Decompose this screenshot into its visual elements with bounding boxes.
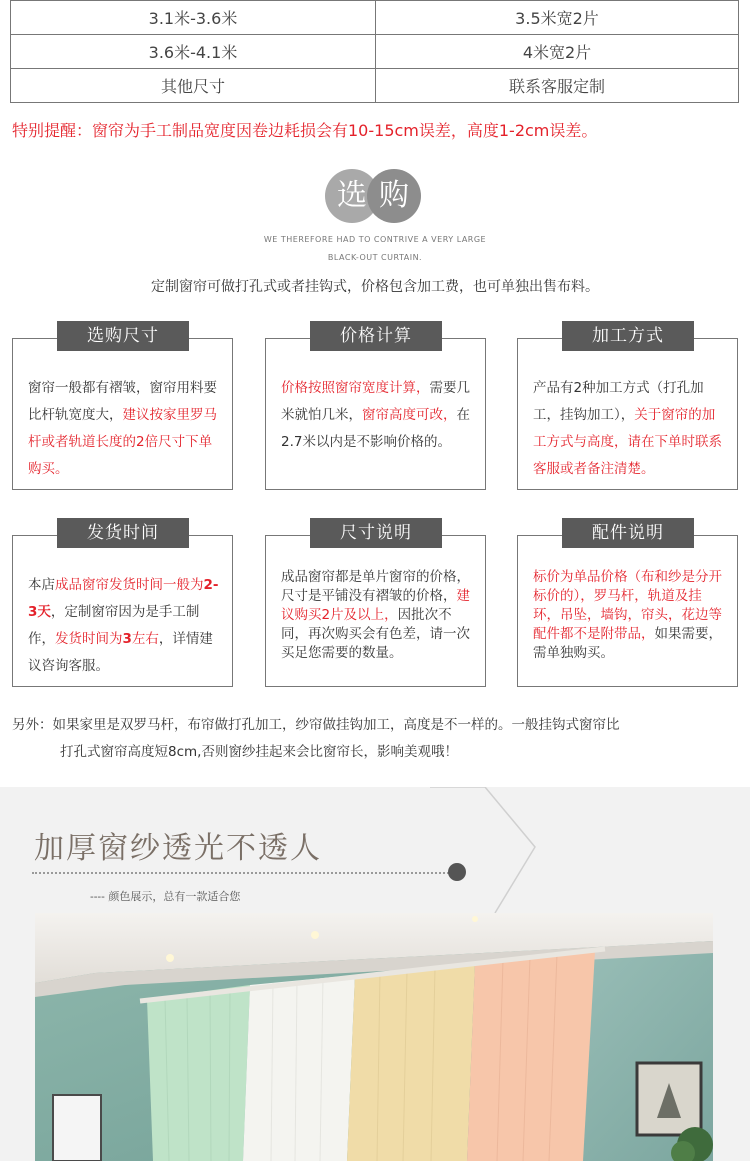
card-text-highlight: 窗帘高度可改， <box>362 407 457 423</box>
card-text-highlight: 建议购买2片及以上， <box>281 588 470 623</box>
card-text: 因批次不同，再次购买会有色差，请一次买足您需要的数量。 <box>281 607 470 661</box>
banner-dotted-line <box>32 872 452 874</box>
special-notice: 特别提醒：窗帘为手工制品宽度因卷边耗损会有10-15cm误差，高度1-2cm误差。 <box>12 121 598 140</box>
card-price-calc <box>265 326 486 490</box>
card-size-info <box>265 523 486 687</box>
card-text-highlight: 成品窗帘发货时间一般为 <box>55 577 204 593</box>
extra-note-line: 打孔式窗帘高度短8cm,否则窗纱挂起来会比窗帘长，影响美观哦！ <box>60 744 458 760</box>
card-text-highlight: 标价为单品价格（布和纱是分开标价的），罗马杆，轨道及挂环，吊坠，墙钩，帘头，花边等配件都不是附带品， <box>533 569 722 642</box>
curtain-photo <box>35 913 713 1161</box>
size-table <box>10 0 739 103</box>
card-purchase-size <box>12 326 233 490</box>
english-subtitle-2: BLACK-OUT CURTAIN. <box>327 253 423 262</box>
card-text-highlight: 价格按照窗帘宽度计算， <box>281 380 430 396</box>
table-cell: 联系客服定制 <box>376 69 739 103</box>
card-body <box>281 568 475 663</box>
english-subtitle-1: WE THEREFORE HAD TO CONTRIVE A VERY LARGE <box>263 235 487 244</box>
card-title: 价格计算 <box>310 321 442 351</box>
card-text: ，详情建议咨询客服。 <box>28 631 213 674</box>
table-row <box>11 69 739 103</box>
card-text-highlight: 发货时间为 <box>55 631 123 647</box>
card-text: 窗帘一般都有褶皱，窗帘用料要比杆轨宽度大， <box>28 380 217 423</box>
table-cell: 3.6米-4.1米 <box>11 35 376 69</box>
card-text-highlight: 左右 <box>131 631 159 647</box>
banner-subtitle: ---- 颜色展示，总有一款适合您 <box>90 890 241 903</box>
card-text-highlight: 关于窗帘的加工方式与高度，请在下单时联系客服或者备注清楚。 <box>533 407 722 477</box>
table-row <box>11 1 739 35</box>
extra-note-line: 另外：如果家里是双罗马杆，布帘做打孔加工，纱帘做挂钩加工，高度是不一样的。一般挂钩式窗帘比 <box>12 717 620 733</box>
card-accessories <box>517 523 738 687</box>
table-row <box>11 35 739 69</box>
card-title: 配件说明 <box>562 518 694 548</box>
card-text: 需要几米就怕几米， <box>281 380 470 423</box>
card-text: ，定制窗帘因为是手工制作， <box>28 604 200 647</box>
card-text: 如果需要，需单独购买。 <box>533 626 722 661</box>
intro-text: 定制窗帘可做打孔式或者挂钩式，价格包含加工费，也可单独出售布料。 <box>151 279 599 295</box>
card-body <box>28 375 222 483</box>
card-text: 本店 <box>28 577 55 593</box>
card-text-highlight: 建议按家里罗马杆或者轨道长度的2倍尺寸下单购买。 <box>28 407 217 477</box>
card-body <box>28 572 222 680</box>
card-text: 在2.7米以内是不影响价格的。 <box>281 407 470 450</box>
card-text-highlight: 2-3天 <box>28 577 219 620</box>
section-badge <box>325 169 421 223</box>
card-title: 选购尺寸 <box>57 321 189 351</box>
card-text-highlight: 3 <box>122 631 132 647</box>
card-body <box>281 375 475 456</box>
banner-dot <box>448 863 466 881</box>
card-processing <box>517 326 738 490</box>
table-cell: 4米宽2片 <box>376 35 739 69</box>
card-body <box>533 568 727 663</box>
card-text: 产品有2种加工方式（打孔加工，挂钩加工）， <box>533 380 704 423</box>
card-title: 发货时间 <box>57 518 189 548</box>
product-banner <box>0 787 750 1161</box>
badge-char-2: 购 <box>367 169 421 223</box>
card-body <box>533 375 727 483</box>
card-shipping-time <box>12 523 233 687</box>
card-text: 成品窗帘都是单片窗帘的价格，尺寸是平铺没有褶皱的价格， <box>281 569 470 604</box>
badge-char-1: 选 <box>325 169 379 223</box>
table-cell: 3.5米宽2片 <box>376 1 739 35</box>
banner-title: 加厚窗纱透光不透人 <box>34 831 322 866</box>
table-cell: 其他尺寸 <box>11 69 376 103</box>
table-cell: 3.1米-3.6米 <box>11 1 376 35</box>
card-title: 尺寸说明 <box>310 518 442 548</box>
extra-note <box>12 712 742 766</box>
card-title: 加工方式 <box>562 321 694 351</box>
